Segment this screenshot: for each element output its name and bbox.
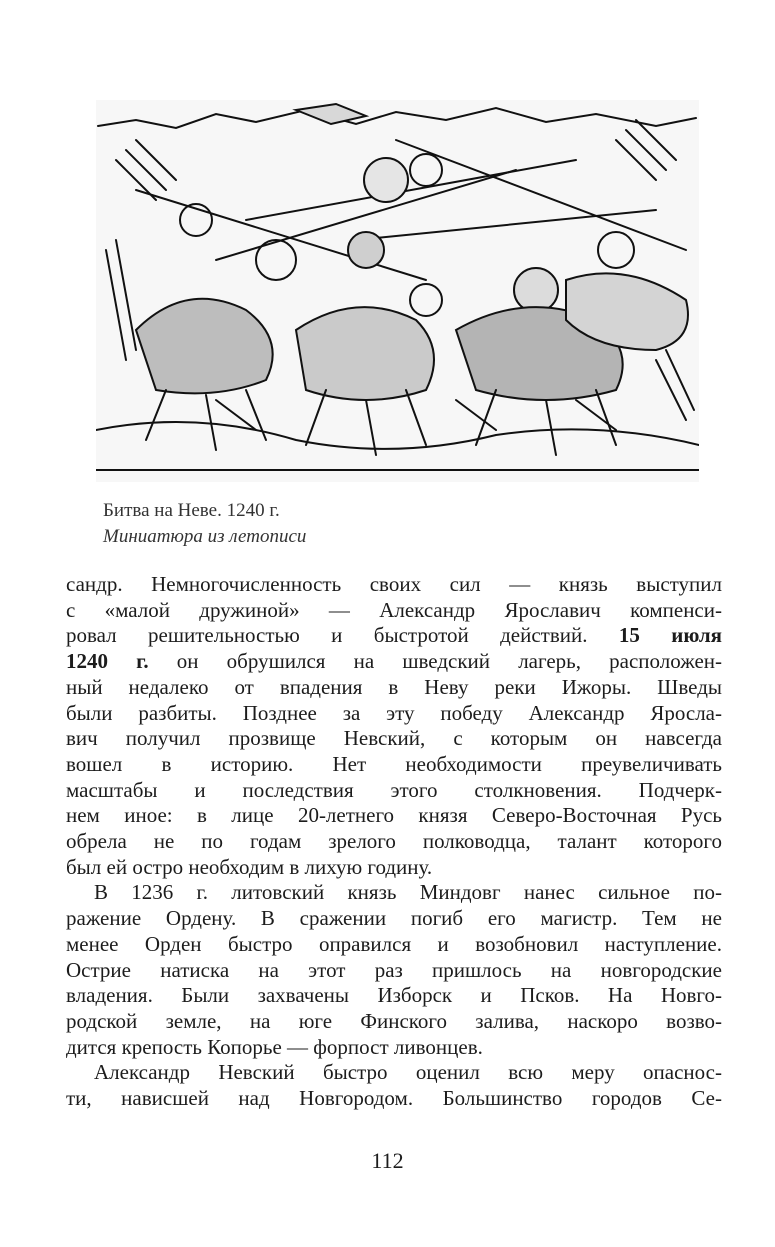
text-line xyxy=(66,623,722,649)
highlighted-date: 15 июля xyxy=(618,623,722,648)
body-text xyxy=(66,572,722,1112)
text-line: владения. Были захвачены Изборск и Псков. На Новго- xyxy=(66,983,722,1008)
battle-scene-drawing xyxy=(96,100,699,482)
caption-subtitle: Миниатюра из летописи xyxy=(103,526,307,547)
text-line: был ей остро необходим в лихую годину. xyxy=(66,854,433,879)
text-line: родской земле, на юге Финского залива, наскоро возво- xyxy=(66,1008,722,1033)
text-line: В 1236 г. литовский князь Миндовг нанес сильное по- xyxy=(94,880,722,905)
text-line: вошел в историю. Нет необходимости преувеличивать xyxy=(66,751,722,776)
text-line: с «малой дружиной» — Александр Ярославич компенси- xyxy=(66,597,722,622)
text-line: обрела не по годам зрелого полководца, талант которого xyxy=(66,829,722,854)
text-line: ный недалеко от впадения в Неву реки Ижоры. Шведы xyxy=(66,674,722,699)
text-line: менее Орден быстро оправился и возобновил наступление. xyxy=(66,931,722,956)
text-line: масштабы и последствия этого столкновения. Подчерк- xyxy=(66,777,722,802)
text-line: сандр. Немногочисленность своих сил — князь выступил xyxy=(66,572,722,596)
text-line: нем иное: в лице 20-летнего князя Северо-Восточная Русь xyxy=(66,803,722,828)
text-line: были разбиты. Позднее за эту победу Александр Яросла- xyxy=(66,700,722,725)
text-fragment: ровал решительностью и быстротой действий. xyxy=(66,623,619,648)
caption-title: Битва на Неве. 1240 г. xyxy=(103,500,280,521)
text-line: Александр Невский быстро оценил всю меру опаснос- xyxy=(94,1060,722,1085)
text-line: вич получил прозвище Невский, с которым он навсегда xyxy=(66,726,722,751)
text-line: ти, нависшей над Новгородом. Большинство городов Се- xyxy=(66,1086,722,1111)
text-line: дится крепость Копорье — форпост ливонцев. xyxy=(66,1034,483,1059)
figure-caption xyxy=(103,498,306,550)
highlighted-year: 1240 г. xyxy=(66,649,149,674)
text-fragment: он обрушился на шведский лагерь, расположен- xyxy=(148,649,722,674)
text-line: Острие натиска на этот раз пришлось на новгородские xyxy=(66,957,722,982)
text-line: ражение Ордену. В сражении погиб его магистр. Тем не xyxy=(66,906,722,931)
page-number: 112 xyxy=(371,1148,404,1173)
chronicle-miniature-image xyxy=(96,100,699,482)
text-line xyxy=(66,649,722,675)
